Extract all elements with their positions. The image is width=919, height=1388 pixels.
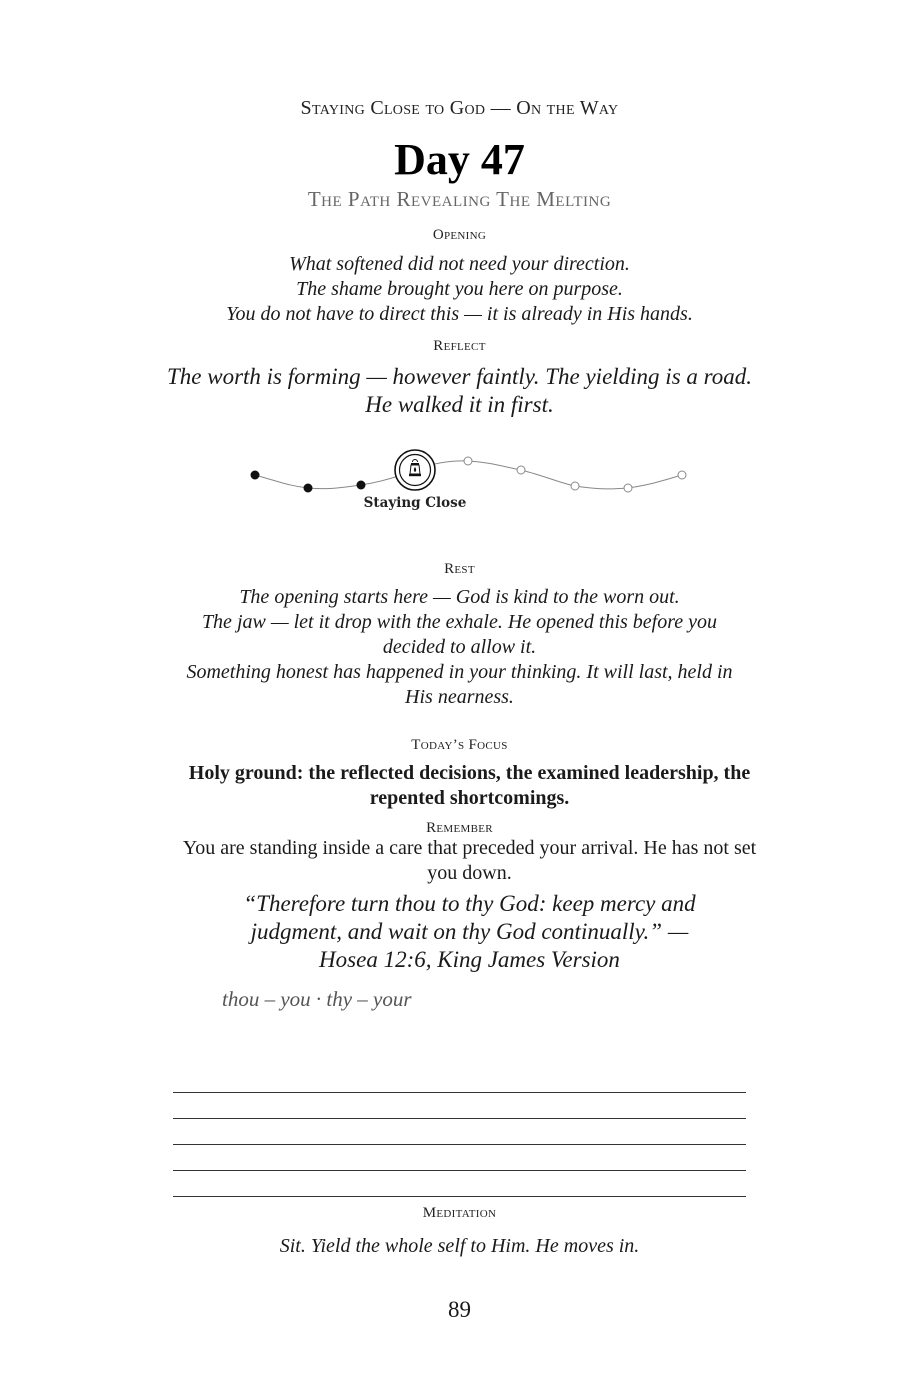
journal-line xyxy=(173,1144,746,1145)
path-stop-upcoming xyxy=(517,466,525,474)
meditation-text: Sit. Yield the whole self to Him. He moves in. xyxy=(279,1235,640,1257)
remember-text: You are standing inside a care that preceded your arrival. He has not set you down. xyxy=(182,837,757,884)
journal-line xyxy=(173,1092,746,1093)
path-stop-upcoming xyxy=(624,484,632,492)
path-stop-completed xyxy=(357,481,366,490)
focus-text: Holy ground: the reflected decisions, the examined leadership, the repented shortcomings. xyxy=(188,762,751,809)
journal-line xyxy=(173,1118,746,1119)
rest-line: The jaw — let it drop with the exhale. He opened this before you decided to allow it. xyxy=(201,611,718,658)
reflect-line: He walked it in first. xyxy=(365,392,554,417)
scripture-quote: “Therefore turn thou to thy God: keep mercy and judgment, and wait on thy God continually.” — Hosea 12:6, King James Version xyxy=(243,891,696,972)
path-stop-upcoming xyxy=(571,482,579,490)
remember-label: Remember xyxy=(426,820,493,836)
opening-line: What softened did not need your direction. xyxy=(289,253,630,275)
running-title: Staying Close to God — On the Way xyxy=(300,97,619,119)
day-title: Day 47 xyxy=(394,135,525,184)
opening-line: You do not have to direct this — it is already in His hands. xyxy=(226,303,693,325)
lantern-icon xyxy=(395,450,435,490)
path-stop-upcoming xyxy=(678,471,686,479)
journal-line xyxy=(173,1170,746,1171)
rest-line: The opening starts here — God is kind to the worn out. xyxy=(239,586,680,608)
opening-line: The shame brought you here on purpose. xyxy=(296,278,623,300)
rest-line: Something honest has happened in your thinking. It will last, held in His nearness. xyxy=(186,661,733,708)
path-stop-completed xyxy=(304,484,313,493)
glossary-note: thou – you · thy – your xyxy=(222,987,412,1011)
journal-line xyxy=(173,1196,746,1197)
meditation-label: Meditation xyxy=(422,1205,497,1221)
reflect-line: The worth is forming — however faintly. The yielding is a road. xyxy=(166,364,752,389)
opening-label: Opening xyxy=(432,227,487,243)
focus-label: Today’s Focus xyxy=(411,737,508,753)
reflect-label: Reflect xyxy=(433,338,486,354)
journey-path xyxy=(0,0,919,530)
rest-text xyxy=(175,585,744,710)
path-stop-completed xyxy=(251,471,260,480)
current-stop-label: Staying Close xyxy=(363,495,467,511)
rest-label: Rest xyxy=(444,561,475,577)
page-number: 89 xyxy=(448,1297,471,1322)
day-subtitle: The Path Revealing The Melting xyxy=(307,187,612,211)
path-stop-upcoming xyxy=(464,457,472,465)
